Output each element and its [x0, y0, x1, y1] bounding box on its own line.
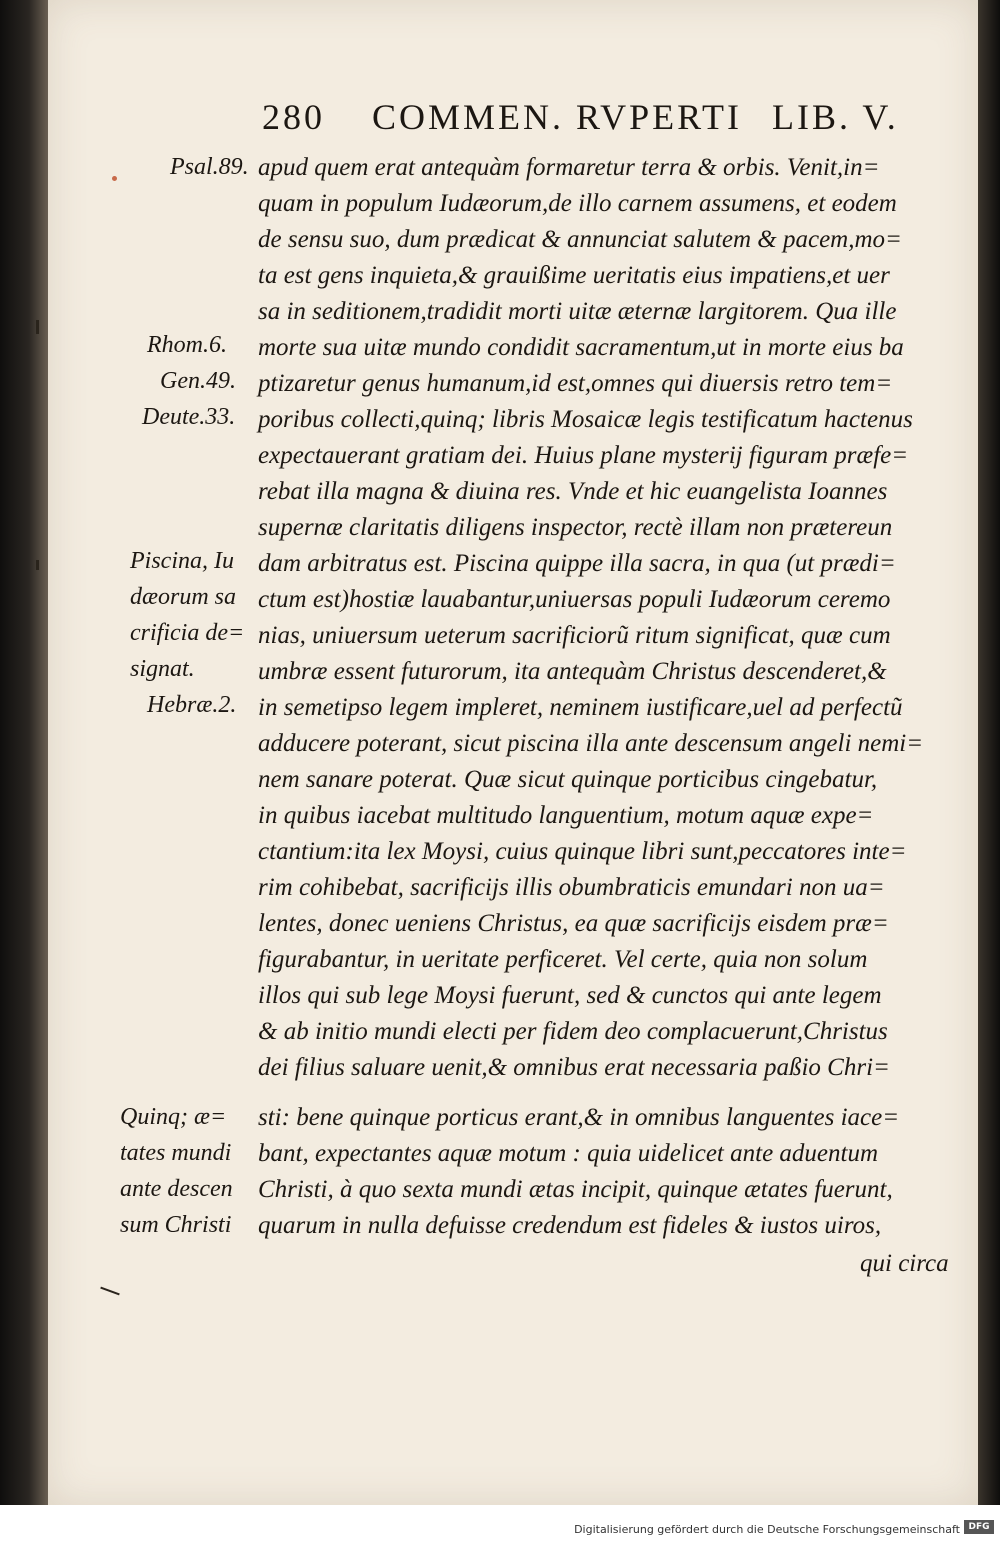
text-line: ctum est)hostiæ lauabantur,uniuersas populi Iudæorum ceremo [258, 586, 891, 613]
margin-note: crificia de= [130, 620, 245, 646]
text-line: rebat illa magna & diuina res. Vnde et hic euangelista Ioannes [258, 478, 888, 505]
text-line: sti: bene quinque porticus erant,& in omnibus languentes iace= [258, 1104, 900, 1131]
catchword: qui circa [860, 1250, 949, 1277]
margin-note: ante descen [120, 1176, 233, 1202]
text-line: nias, uniuersum ueterum sacrificiorũ ritum significat, quæ cum [258, 622, 891, 649]
text-line: & ab initio mundi electi per fidem deo complacuerunt,Christus [258, 1018, 888, 1045]
text-line: supernæ claritatis diligens inspector, rectè illam non prætereun [258, 514, 893, 541]
margin-note: Rhom.6. [147, 332, 227, 358]
text-line: rim cohibebat, sacrificijs illis obumbraticis emundari non ua= [258, 874, 885, 901]
text-line: morte sua uitæ mundo condidit sacramentum,ut in morte eius ba [258, 334, 904, 361]
stain-mark [112, 176, 117, 181]
text-line: poribus collecti,quinq; libris Mosaicæ legis testificatum hactenus [258, 406, 913, 433]
text-line: dei filius saluare uenit,& omnibus erat necessaria paßio Chri= [258, 1054, 890, 1081]
text-line: quarum in nulla defuisse credendum est fideles & iustos uiros, [258, 1212, 882, 1239]
dfg-logo: DFG [964, 1520, 994, 1534]
text-line: Christi, à quo sexta mundi ætas incipit, quinque ætates fuerunt, [258, 1176, 893, 1203]
margin-note: Psal.89. [170, 154, 249, 180]
text-line: bant, expectantes aquæ motum : quia uidelicet ante aduentum [258, 1140, 879, 1167]
margin-note: Quinq; æ= [120, 1104, 227, 1130]
text-line: ptizaretur genus humanum,id est,omnes qui diuersis retro tem= [258, 370, 893, 397]
text-line: lentes, donec ueniens Christus, ea quæ sacrificijs eisdem præ= [258, 910, 889, 937]
text-line: sa in seditionem,tradidit morti uitæ æternæ largitorem. Qua ille [258, 298, 897, 325]
text-line: in semetipso legem impleret, neminem iustificare,uel ad perfectũ [258, 694, 903, 721]
page-number: 280 [262, 97, 325, 137]
text-line: quam in populum Iudæorum,de illo carnem assumens, et eodem [258, 190, 897, 217]
margin-note: Deute.33. [142, 404, 236, 430]
margin-note: dæorum sa [130, 584, 237, 610]
footer-credit: Digitalisierung gefördert durch die Deutsche Forschungsgemeinschaft [574, 1523, 960, 1536]
text-line: umbræ essent futurorum, ita antequàm Christus descenderet,& [258, 658, 887, 685]
gutter-mark [36, 320, 39, 334]
margin-note: tates mundi [120, 1140, 232, 1166]
text-line: nem sanare poterat. Quæ sicut quinque porticibus cingebatur, [258, 766, 878, 793]
book-gutter [0, 0, 48, 1505]
page-edge [978, 0, 1000, 1505]
margin-note: Gen.49. [160, 368, 236, 394]
text-line: expectauerant gratiam dei. Huius plane mysterij figuram præfe= [258, 442, 909, 469]
gutter-mark [36, 560, 39, 570]
text-line: illos qui sub lege Moysi fuerunt, sed & cunctos qui ante legem [258, 982, 882, 1009]
text-line: in quibus iacebat multitudo languentium, motum aquæ expe= [258, 802, 874, 829]
text-line: dam arbitratus est. Piscina quippe illa sacra, in qua (ut prædi= [258, 550, 896, 577]
margin-note: Piscina, Iu [130, 548, 234, 574]
text-line: apud quem erat antequàm formaretur terra & orbis. Venit,in= [258, 154, 880, 181]
book-label: LIB. V. [772, 97, 899, 137]
running-title: COMMEN. RVPERTI [372, 97, 742, 137]
margin-note: sum Christi [120, 1212, 232, 1238]
text-line: adducere poterant, sicut piscina illa ante descensum angeli nemi= [258, 730, 924, 757]
text-line: de sensu suo, dum prædicat & annunciat salutem & pacem,mo= [258, 226, 902, 253]
text-line: ta est gens inquieta,& grauißime ueritatis eius impatiens,et uer [258, 262, 890, 289]
text-line: figurabantur, in ueritate perficeret. Vel certe, quia non solum [258, 946, 868, 973]
margin-note: Hebræ.2. [147, 692, 237, 718]
text-line: ctantium:ita lex Moysi, cuius quinque libri sunt,peccatores inte= [258, 838, 907, 865]
margin-note: signat. [130, 656, 195, 682]
